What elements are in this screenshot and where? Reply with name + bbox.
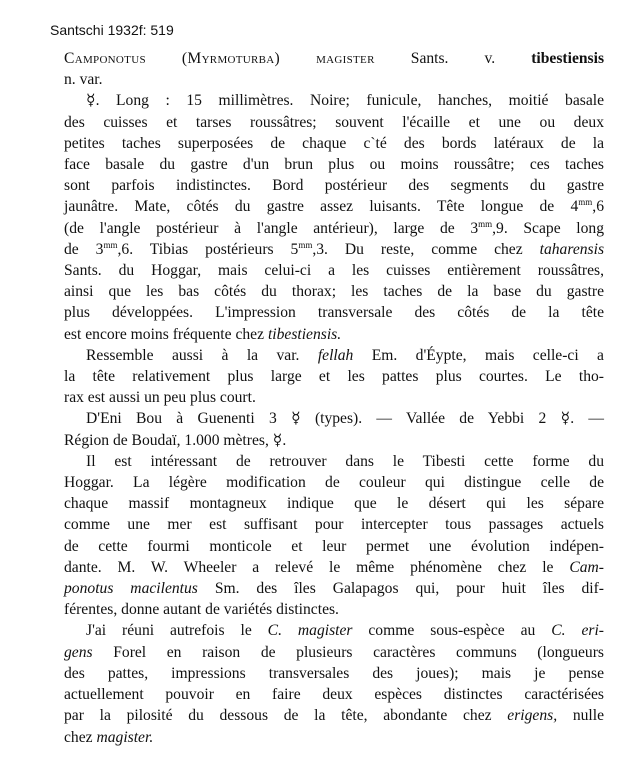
- text-line: Région de Boudaï, 1.000 mètres, ☿.: [64, 431, 287, 449]
- text-line: n. var.: [64, 71, 103, 89]
- text-line: sont parfois indistinctes. Bord postérieur des segments du gastre: [64, 177, 604, 195]
- unit-mm: mm: [478, 218, 493, 229]
- author-text: Sants. v.: [410, 50, 496, 67]
- text-line: actuellement pouvoir en faire deux espèces distinctes caractérisées: [64, 686, 604, 704]
- text-line: (de l'angle postérieur à l'angle antérieur), large de $3^{mm},9$. Scape long: [64, 218, 604, 237]
- species-name: magister: [316, 50, 375, 67]
- unit-mm: mm: [578, 197, 593, 208]
- text-line: des pattes, impressions transversales des joues); mais je pense: [64, 664, 604, 682]
- text-line: D'Eni Bou à Guenenti 3 ☿ (types). — Vallée de Yebbi 2 ☿. —: [86, 410, 604, 428]
- text-line: petites taches superposées de chaque c`té des bords latéraux de la: [64, 134, 604, 152]
- text-line: plus développées. L'impression transversale des côtés de la tête: [64, 304, 604, 322]
- text-line: ☿. Long : 15 millimètres. Noire; funicule, hanches, moitié basale: [86, 92, 604, 110]
- text-line: Sants. du Hoggar, mais celui-ci a les cuisses entièrement roussâtres,: [64, 262, 604, 280]
- text-line: des cuisses et tarses roussâtres; souvent l'écaille et une ou deux: [64, 113, 604, 131]
- text-line: de $3^{mm},6$. Tibias postérieurs $5^{mm},3$. Du reste, comme chez taharensis: [64, 239, 605, 258]
- text-line: face basale du gastre d'un brun plus ou moins roussâtre; ces taches: [64, 156, 604, 174]
- text-line: jaunâtre. Mate, côtés du gastre assez luisants. Tête longue de $4^{mm},6$: [64, 197, 604, 216]
- text-line: Il est intéressant de retrouver dans le Tibesti cette forme du: [86, 452, 604, 470]
- worker-symbol: ☿: [86, 92, 96, 110]
- text-line: Hoggar. La légère modification de couleur qui distingue celle de: [64, 474, 604, 492]
- text-line: chaque massif montagneux indique que le désert qui les sépare: [64, 495, 604, 513]
- text-line: rax est aussi un peu plus court.: [64, 389, 256, 407]
- text-line: chez magister.: [64, 728, 154, 746]
- worker-symbol: ☿: [560, 410, 571, 428]
- text-line: la tête relativement plus large et les pattes plus courtes. Le tho-: [64, 368, 604, 386]
- text-line: est encore moins fréquente chez tibestiensis.: [64, 325, 342, 343]
- worker-symbol: ☿: [291, 410, 301, 428]
- text-line: Ressemble aussi à la var. fellah Em. d'Éypte, mais celle-ci a: [86, 346, 604, 364]
- text-line: dante. M. W. Wheeler a relevé le même phénomène chez le Cam-: [64, 558, 604, 576]
- text-line: gens Forel en raison de plusieurs caractères communs (longueurs: [64, 643, 604, 661]
- text-line: ainsi que les bas côtés du thorax; les taches de la base du gastre: [64, 283, 604, 301]
- text-line: comme une mer est suffisant pour intercepter tous passages actuels: [64, 516, 604, 534]
- unit-mm: mm: [103, 239, 118, 250]
- worker-symbol: ☿: [272, 431, 283, 449]
- variety-name: tibestiensis: [531, 50, 605, 67]
- citation-label: Santschi 1932f: 519: [50, 22, 174, 38]
- text-line: ponotus macilentus Sm. des îles Galapagos qui, pour huit îles dif-: [64, 580, 604, 598]
- text-line: de cette fourmi monticole et leur permet une évolution indépen-: [64, 537, 604, 555]
- genus-name: Camponotus: [64, 50, 146, 67]
- text-line: par la pilosité du dessous de la tête, abondante chez erigens, nulle: [64, 707, 605, 725]
- taxon-description: [64, 48, 604, 748]
- text-line: J'ai réuni autrefois le C. magister comme sous-espèce au C. eri-: [86, 622, 604, 640]
- unit-mm: mm: [298, 239, 313, 250]
- text-line: férentes, donne autant de variétés distinctes.: [64, 601, 339, 619]
- taxon-heading: [64, 48, 604, 69]
- subgenus-name: (Myrmoturba): [181, 50, 281, 67]
